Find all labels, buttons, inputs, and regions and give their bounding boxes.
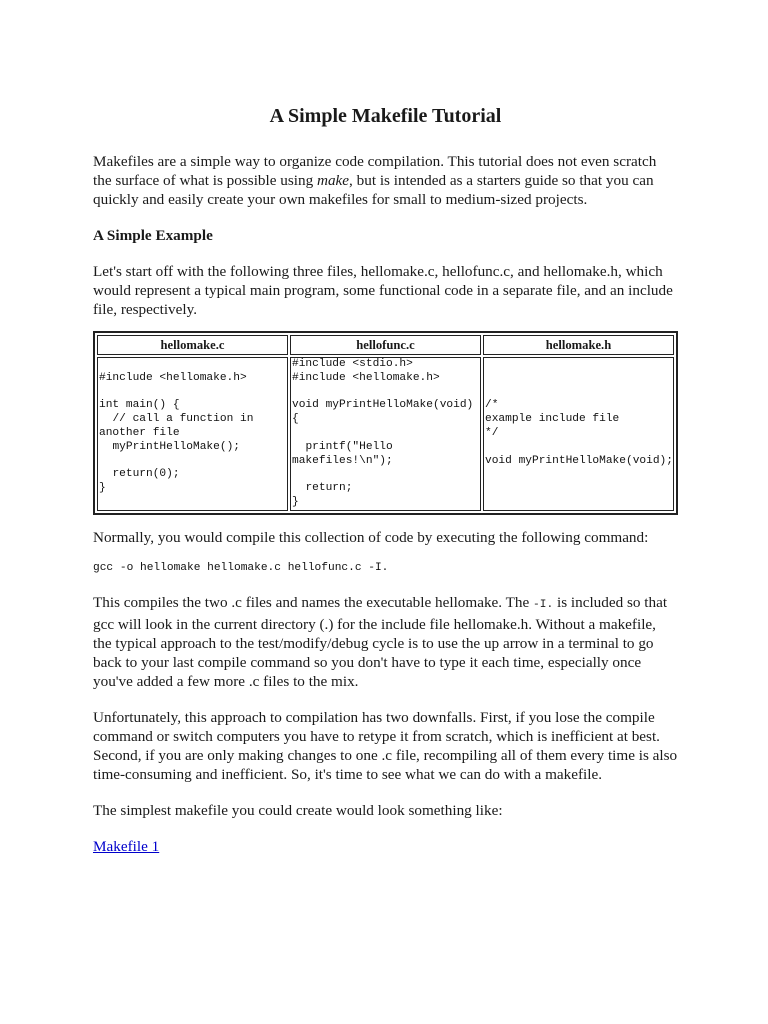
table-header-row	[97, 335, 674, 355]
compiles-text-before: This compiles the two .c files and names the executable hellomake. The	[93, 593, 534, 611]
include-flag-code: -I.	[533, 598, 554, 611]
compiles-text-after: is included so that gcc will look in the current directory (.) for the include file hellomake.h. Without a makefile, the typical approach to the test/modify/debug cycle is to use the up arrow in a terminal to go back to your last compile command so you don't have to type it each time, especially once you've added a few more .c files to the mix.	[93, 593, 668, 690]
code-files-table	[93, 331, 678, 515]
page-title: A Simple Makefile Tutorial	[269, 105, 502, 127]
code-hellomake-h: /* example include file */ void myPrintHelloMake(void);	[485, 399, 673, 467]
intro-text-after: , but is intended as a starters guide so that you can quickly and easily create your own makefiles for small to medium-sized projects.	[93, 172, 654, 208]
normally-paragraph: Normally, you would compile this collection of code by executing the following command:	[93, 528, 649, 546]
section-heading: A Simple Example	[93, 227, 213, 244]
document-page	[93, 104, 678, 856]
compiles-paragraph	[93, 593, 678, 691]
table-cell-hellofunc-c	[290, 357, 481, 511]
simplest-paragraph: The simplest makefile you could create would look something like:	[93, 801, 503, 819]
code-hellomake-c: #include <hellomake.h> int main() { // call a function in another file myPrintHelloMake(); return(0); }	[99, 371, 254, 495]
table-row	[97, 357, 674, 511]
table-header-hellofunc-c: hellofunc.c	[290, 335, 481, 355]
table-header-hellomake-h: hellomake.h	[483, 335, 674, 355]
makefile-1-link[interactable]: Makefile 1	[93, 837, 160, 855]
intro-emphasis: make	[316, 172, 350, 189]
intro-text-before: Makefiles are a simple way to organize code compilation. This tutorial does not even scratch the surface of what is possible using	[93, 153, 657, 189]
compile-command: gcc -o hellomake hellomake.c hellofunc.c -I.	[93, 561, 389, 574]
code-hellofunc-c: #include <stdio.h> #include <hellomake.h> void myPrintHelloMake(void) { printf("Hello makefiles!\n"); return; }	[292, 358, 474, 508]
table-cell-hellomake-h	[483, 357, 674, 511]
files-paragraph: Let's start off with the following three files, hellomake.c, hellofunc.c, and hellomake.h, which would represent a typical main program, some functional code in a separate file, and an include file, respectively.	[93, 263, 673, 318]
unfortunately-paragraph: Unfortunately, this approach to compilation has two downfalls. First, if you lose the compile command or switch computers you have to retype it from scratch, which is inefficient at best. Second, if you are only making changes to one .c file, recompiling all of them every time is also time-consuming and inefficient. So, it's time to see what we can do with a makefile.	[93, 708, 678, 783]
table-cell-hellomake-c	[97, 357, 288, 511]
table-header-hellomake-c: hellomake.c	[97, 335, 288, 355]
intro-paragraph	[93, 152, 678, 209]
